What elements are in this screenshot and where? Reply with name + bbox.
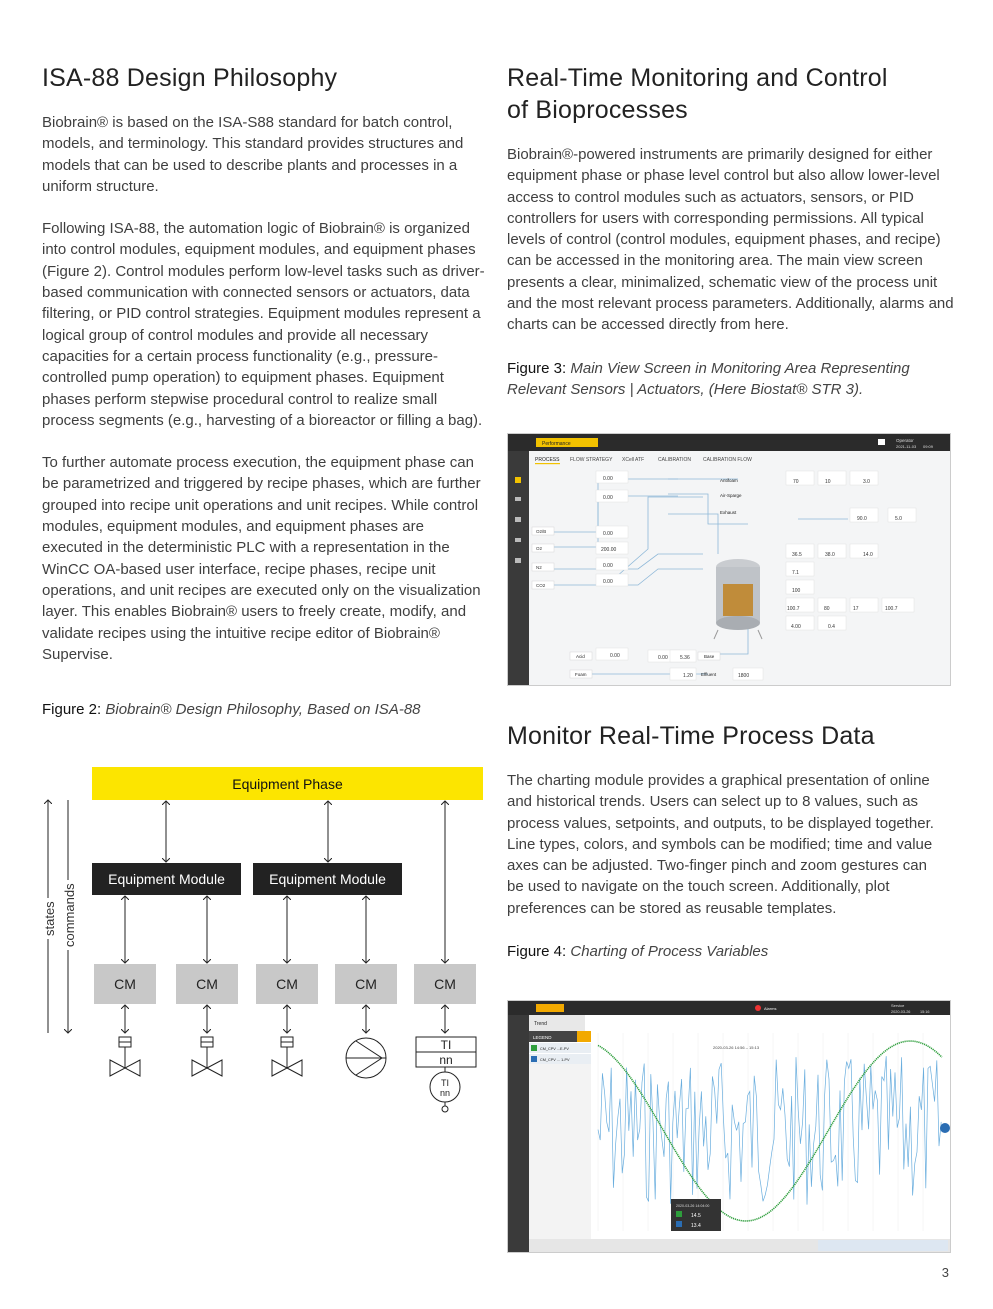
equipment-module-1: Equipment Module bbox=[92, 863, 241, 895]
label-acid: Acid bbox=[576, 654, 585, 659]
paragraph-monitoring: Biobrain®-powered instruments are primarily designed for either equipment phase or phase level control but also allow lower-level access to control modules such as actuators, sensors, or PID controllers for users with corresponding permissions. All typical levels of control (control modules, equipment phases, and recipe) can be accessed in the monitoring area. The main view screen presents a clear, minimalized, schematic view of the process unit and the most relevant process parameters. Additionally, alarms and charts can be accessed directly from here. bbox=[507, 146, 954, 334]
tooltip-date: 2020-03-26 14:04:00 bbox=[676, 1204, 710, 1208]
lv-0: 0.00 bbox=[603, 476, 613, 482]
control-module-4: CM bbox=[335, 964, 397, 1004]
lv-5: 0.00 bbox=[603, 579, 613, 585]
ti-circle-top: TI bbox=[441, 1078, 449, 1088]
control-module-1: CM bbox=[94, 964, 156, 1004]
screen4-alarm[interactable]: Alarms bbox=[764, 1006, 777, 1011]
figure4-caption bbox=[507, 941, 957, 962]
diagram-arrows bbox=[30, 765, 490, 1125]
rv-6: 38.0 bbox=[825, 552, 835, 558]
label-exhaust: Exhaust bbox=[720, 510, 737, 515]
tooltip-v1: 14.5 bbox=[691, 1213, 701, 1219]
figure4-text: Charting of Process Variables bbox=[570, 943, 769, 961]
gas-label-0: O2/B bbox=[536, 529, 547, 534]
right-column-bottom bbox=[507, 720, 957, 962]
ti-box-bottom: nn bbox=[439, 1053, 453, 1067]
rv-3: 90.0 bbox=[857, 516, 867, 522]
ti-circle-bottom: nn bbox=[439, 1088, 451, 1098]
camera-icon[interactable] bbox=[878, 439, 885, 445]
page-number: 3 bbox=[941, 1265, 949, 1280]
pump-value-0: 0.00 bbox=[658, 655, 668, 661]
rv-12: 17 bbox=[853, 606, 859, 612]
pump-value-2: 1.20 bbox=[683, 673, 693, 679]
screen3-time: 09:09 bbox=[923, 444, 934, 449]
trend-screen bbox=[508, 1001, 950, 1252]
rv-7: 14.0 bbox=[863, 552, 873, 558]
figure3-caption bbox=[507, 358, 957, 400]
heading-line-1: Real-Time Monitoring and Control bbox=[507, 64, 888, 92]
figure4-screenshot bbox=[507, 1000, 951, 1253]
tab-flow-strategy[interactable]: FLOW STRATEGY bbox=[570, 457, 613, 463]
series-0[interactable]: CM_CPV ...E-PV bbox=[540, 1047, 569, 1051]
main-view-screen bbox=[508, 434, 950, 685]
heading-line-2: of Bioprocesses bbox=[507, 96, 688, 124]
label-antifoam: Antifoam bbox=[720, 478, 738, 483]
label-effluent: Effluent bbox=[701, 672, 717, 677]
section-heading-isa88: ISA-88 Design Philosophy bbox=[42, 64, 338, 92]
pump-value-3: 1800 bbox=[738, 673, 750, 679]
screen4-user: Service bbox=[891, 1003, 905, 1008]
sidebar-icon-alarm[interactable] bbox=[515, 558, 521, 563]
sidebar-icon-chart[interactable] bbox=[515, 538, 521, 542]
rv-8: 7.1 bbox=[792, 570, 799, 576]
figure2-caption bbox=[42, 699, 487, 720]
equipment-module-2: Equipment Module bbox=[253, 863, 402, 895]
rv-14: 4.00 bbox=[791, 624, 801, 630]
figure2-text: Biobrain® Design Philosophy, Based on ISA-88 bbox=[105, 701, 421, 719]
equipment-phase-bar: Equipment Phase bbox=[92, 767, 483, 800]
sidebar-icon-process[interactable] bbox=[515, 477, 521, 483]
rv-9: 100 bbox=[792, 588, 801, 594]
states-label: states bbox=[42, 898, 57, 939]
rv-1: 10 bbox=[825, 479, 831, 485]
tab-trend[interactable]: Trend bbox=[534, 1021, 547, 1027]
valve-icon bbox=[110, 1037, 140, 1076]
lv-2: 0.00 bbox=[603, 531, 613, 537]
pump-value-1: 5.36 bbox=[680, 655, 690, 661]
valve-icon bbox=[192, 1037, 222, 1076]
figure4-label: Figure 4: bbox=[507, 943, 567, 961]
pump-icon bbox=[346, 1038, 386, 1078]
cursor-time: 2020-03-26 14:56 – 15:13 bbox=[713, 1045, 760, 1050]
left-column bbox=[42, 62, 487, 720]
section-heading-realtime: Monitor Real-Time Process Data bbox=[507, 722, 875, 750]
label-base: Base bbox=[704, 654, 715, 659]
lv-6: 0.00 bbox=[610, 653, 620, 659]
screen3-date: 2021-11-03 bbox=[896, 444, 917, 449]
series-1[interactable]: CM_CPV ... 1-PV bbox=[540, 1058, 570, 1062]
label-air-sparge: Air-Sparge bbox=[720, 493, 742, 498]
paragraph-isa88-modules: Following ISA-88, the automation logic of Biobrain® is organized into control modules, equipment modules, and equipment phases (Figure 2). Control modules perform low-level tasks such as driver-based communication with connected sensors or actuators, data filtering, or PID control strategies. Equipment modules represent a logical group of control modules and provide all necessary capacities for a certain process functionality (e.g., pressure-controlled pump operation) to equipment phases. Equipment phases perform stepwise procedural control to realize small process segments (e.g., harvesting of a bioreactor or filling a bag). bbox=[42, 220, 485, 429]
lv-3: 200.00 bbox=[601, 547, 617, 553]
right-column-top bbox=[507, 62, 957, 400]
paragraph-charting: The charting module provides a graphical presentation of online and historical trends. Users can select up to 8 values, such as process values, setpoints, and outputs, to be displayed together. Line types, colors, and symbols can be modified; time and value axes can be adjusted. Two-finger pinch and zoom gestures can be used to navigate on the touch screen. Additionally, plot preferences can be stored as reusable templates. bbox=[507, 772, 934, 917]
isa88-diagram bbox=[30, 765, 490, 1125]
ti-box-top: TI bbox=[440, 1038, 452, 1052]
gas-label-2: N2 bbox=[536, 565, 542, 570]
rv-13: 100.7 bbox=[885, 606, 898, 612]
overview-strip[interactable] bbox=[818, 1240, 948, 1251]
valve-icon bbox=[272, 1037, 302, 1076]
section-heading-monitoring bbox=[507, 62, 957, 126]
figure3-text: Main View Screen in Monitoring Area Representing Relevant Sensors | Actuators, (Here Biostat® STR 3). bbox=[507, 359, 910, 398]
figure3-label: Figure 3: bbox=[507, 359, 567, 377]
sidebar-icon-flow[interactable] bbox=[515, 497, 521, 501]
paragraph-isa88-recipes: To further automate process execution, the equipment phase can be parametrized and triggered by recipe phases, which are further grouped into recipe unit operations and unit recipes. While control modules, equipment modules, and equipment phases are executed in the deterministic PLC with a representation in the WinCC OA-based user interface, recipe phases, recipe unit operations, and unit recipes are executed only on the visualization layer. This enables Biobrain® users to freely create, modify, and validate recipes using the intuitive recipe editor of Biobrain® Supervise. bbox=[42, 454, 481, 663]
screen3-menu: Performance bbox=[542, 441, 571, 447]
figure2-label: Figure 2: bbox=[42, 701, 102, 719]
lv-1: 0.00 bbox=[603, 495, 613, 501]
rv-15: 0.4 bbox=[828, 624, 835, 630]
sidebar-icon-list[interactable] bbox=[515, 517, 521, 522]
paragraph-isa88-intro: Biobrain® is based on the ISA-S88 standard for batch control, models, and terminology. This standard provides structures and models that can be used to describe plants and processes in a uniform structure. bbox=[42, 114, 464, 195]
add-series-button[interactable] bbox=[577, 1031, 591, 1042]
tab-xcell-atf[interactable]: XCell ATF bbox=[622, 457, 645, 463]
tab-calibration-flow[interactable]: CALIBRATION FLOW bbox=[703, 457, 752, 463]
rv-11: 80 bbox=[824, 606, 830, 612]
control-module-3: CM bbox=[256, 964, 318, 1004]
gas-label-3: CO2 bbox=[536, 583, 546, 588]
tooltip-v2: 13.4 bbox=[691, 1223, 701, 1229]
figure3-screenshot bbox=[507, 433, 951, 686]
screen4-time: 15:16 bbox=[920, 1010, 930, 1014]
lv-4: 0.00 bbox=[603, 563, 613, 569]
rv-2: 3.0 bbox=[863, 479, 870, 485]
gas-label-1: O2 bbox=[536, 546, 543, 551]
legend-header: LEGEND bbox=[533, 1035, 552, 1040]
screen3-user: Operator bbox=[896, 438, 914, 443]
tab-calibration[interactable]: CALIBRATION bbox=[658, 457, 691, 463]
rv-10: 100.7 bbox=[787, 606, 800, 612]
bioreactor-icon bbox=[714, 559, 762, 639]
rv-5: 36.5 bbox=[792, 552, 802, 558]
tab-process[interactable]: PROCESS bbox=[535, 457, 560, 463]
rv-0: 70 bbox=[793, 479, 799, 485]
control-module-5: CM bbox=[414, 964, 476, 1004]
control-module-2: CM bbox=[176, 964, 238, 1004]
label-foam: Foam bbox=[575, 672, 587, 677]
screen4-date: 2020-03-26 bbox=[891, 1010, 911, 1014]
scroll-handle[interactable] bbox=[940, 1123, 950, 1133]
rv-4: 5.0 bbox=[895, 516, 902, 522]
commands-label: commands bbox=[62, 880, 77, 950]
